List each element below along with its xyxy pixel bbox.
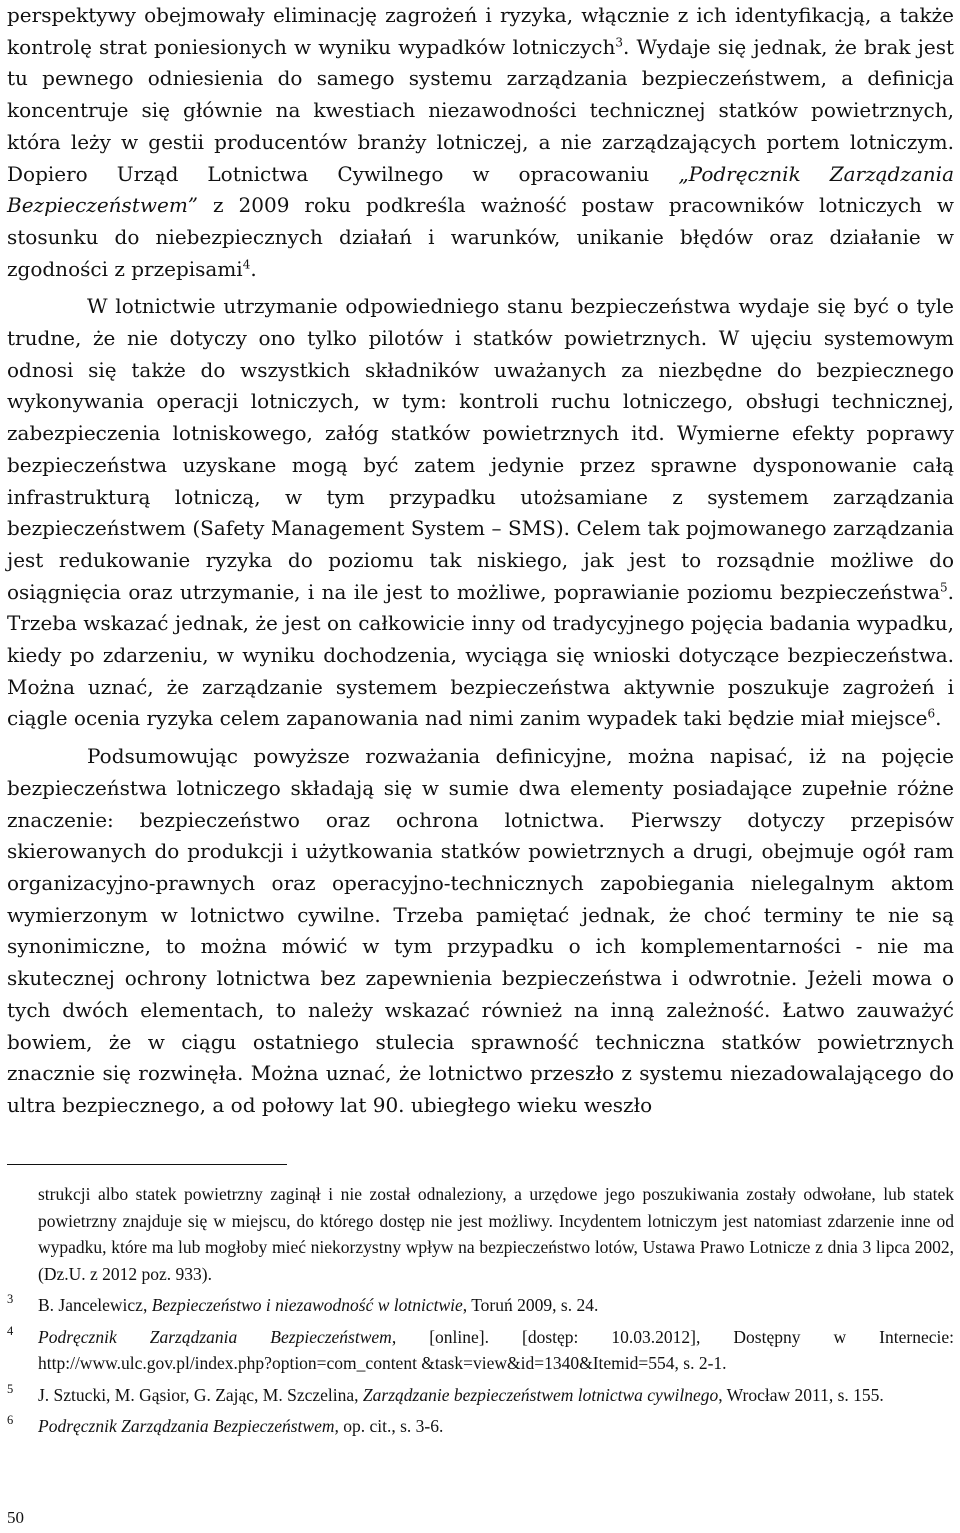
footnote-3: 3 B. Jancelewicz, Bezpieczeństwo i niezawodność w lotnictwie, Toruń 2009, s. 24. xyxy=(7,1292,954,1319)
footnote-number: 5 xyxy=(7,1381,14,1396)
paragraph-2: W lotnictwie utrzymanie odpowiedniego stanu bezpieczeństwa wydaje się być o tyle trudne, że nie dotyczy ono tylko pilotów i statków powietrznych. W ujęciu systemowym odnosi się także do wszystkich składników uważanych za niezbędne do bezpiecznego wykonywania operacji lotniczych, w tym: kontroli ruchu lotniczego, obsługi technicznej, zabezpieczenia lotniskowego, załóg statków powietrznych itd. Wymierne efekty poprawy bezpieczeństwa uzyskane mogą być zatem jedynie przez sprawne dysponowanie całą infrastrukturą lotniczą, w tym przypadku utożsamiane z systemem zarządzania bezpieczeństwem (Safety Management System – SMS). Celem tak pojmowanego zarządzania jest redukowanie ryzyka do poziomu tak niskiego, jak jest to rozsądnie możliwe do osiągnięcia oraz utrzymanie, i na ile jest to możliwe, poprawianie poziomu bezpieczeństwa$^5$. Trzeba wskazać jednak, że jest on całkowicie inny od tradycyjnego pojęcia badania wypadku, kiedy po zdarzeniu, w wyniku dochodzenia, wyciąga się wnioski dotyczące bezpieczeństwa. Można uznać, że zarządzanie systemem bezpieczeństwa aktywnie poszukuje zagrożeń i ciągle ocenia ryzyka celem zapanowania nad nimi zanim wypadek taki będzie miał miejsce$^6$. xyxy=(7,294,954,731)
footnote-number: 4 xyxy=(7,1323,14,1338)
footnote-ref-4[interactable]: 4 xyxy=(242,256,251,271)
paragraph-3: Podsumowując powyższe rozważania definicyjne, można napisać, iż na pojęcie bezpieczeństwa lotniczego składają się w sumie dwa elementy posiadające zupełnie różne znaczenie: bezpieczeństwo oraz ochrona lotnictwa. Pierwszy dotyczy przepisów skierowanych do produkcji i użytkowania statków powietrznych a drugi, obejmuje ogół ram organizacyjno-prawnych oraz operacyjno-technicznych zapobiegania nielegalnym aktom wymierzonym w lotnictwo cywilne. Trzeba pamiętać jednak, że choć terminy te nie są synonimiczne, to można mówić w tym przypadku o ich komplementarności - nie ma skutecznej ochrony lotnictwa bez zapewnienia bezpieczeństwa i odwrotnie. Jeżeli mowa o tych dwóch elementach, to należy wskazać również na inną zależność. Łatwo zauważyć bowiem, że w ciągu ostatniego stulecia sprawność techniczna statków powietrznych znacznie się rozwinęła. Można uznać, że lotnictwo przeszło z systemu niezadowalającego do ultra bezpiecznego, a od połowy lat 90. ubiegłego wieku weszło xyxy=(7,744,954,1117)
footnote-4: 4 Podręcznik Zarządzania Bezpieczeństwem, [online]. [dostęp: 10.03.2012], Dostępny w Internecie: http://www.ulc.gov.pl/index.php?option=com_content &task=view&id=1340&Itemid=554, s. 2-1. xyxy=(7,1324,954,1377)
footnote-6: 6 Podręcznik Zarządzania Bezpieczeństwem, op. cit., s. 3-6. xyxy=(7,1413,954,1440)
footnote-ref-6[interactable]: 6 xyxy=(927,706,936,721)
footnote-separator xyxy=(7,1164,287,1165)
footnote-number: 6 xyxy=(7,1413,14,1427)
page-number: 50 xyxy=(7,1508,24,1527)
footnote-ref-3[interactable]: 3 xyxy=(615,35,623,50)
footnote-continued: strukcji albo statek powietrzny zaginął i nie został odnaleziony, a urzędowe jego poszukiwania zostały odwołane, lub statek powietrzny znajduje się w miejscu, do którego dostęp nie jest możliwy. Incydentem lotniczym jest natomiast zdarzenie inne od wypadku, które ma lub mogłoby mieć niekorzystny wpływ na bezpieczeństwo lotów, Ustawa Prawo Lotnicze z dnia 3 lipca 2002, (Dz.U. z 2012 poz. 933). xyxy=(38,1184,954,1284)
footnote-5: 5 J. Sztucki, M. Gąsior, G. Zając, M. Szczelina, Zarządzanie bezpieczeństwem lotnictwa cywilnego, Wrocław 2011, s. 155. xyxy=(7,1382,954,1409)
paragraph-1: perspektywy obejmowały eliminację zagrożeń i ryzyka, włącznie z ich identyfikacją, a także kontrolę strat poniesionych w wyniku wypadków lotniczych$^3$. Wydaje się jednak, że brak jest tu pewnego odniesienia do samego systemu zarządzania bezpieczeństwem, a definicja koncentruje się głównie na kwestiach niezawodności technicznej statków powietrznych, która leży w gestii producentów branży lotniczej, a nie zarządzających portem lotniczym. Dopiero Urząd Lotnictwa Cywilnego w opracowaniu „Podręcznik Zarządzania Bezpieczeństwem” z 2009 roku podkreśla ważność postaw pracowników lotniczych w stosunku do niebezpiecznych działań i warunków, unikanie błędów oraz działanie w zgodności z przepisami$^4$. xyxy=(7,3,955,281)
footnote-number: 3 xyxy=(7,1292,14,1306)
footnotes xyxy=(7,1181,954,1440)
publication-title: „Podręcznik Zarządzania Bezpieczeństwem” xyxy=(7,161,955,218)
footnote-ref-5[interactable]: 5 xyxy=(940,580,948,594)
body-text xyxy=(7,0,954,1122)
